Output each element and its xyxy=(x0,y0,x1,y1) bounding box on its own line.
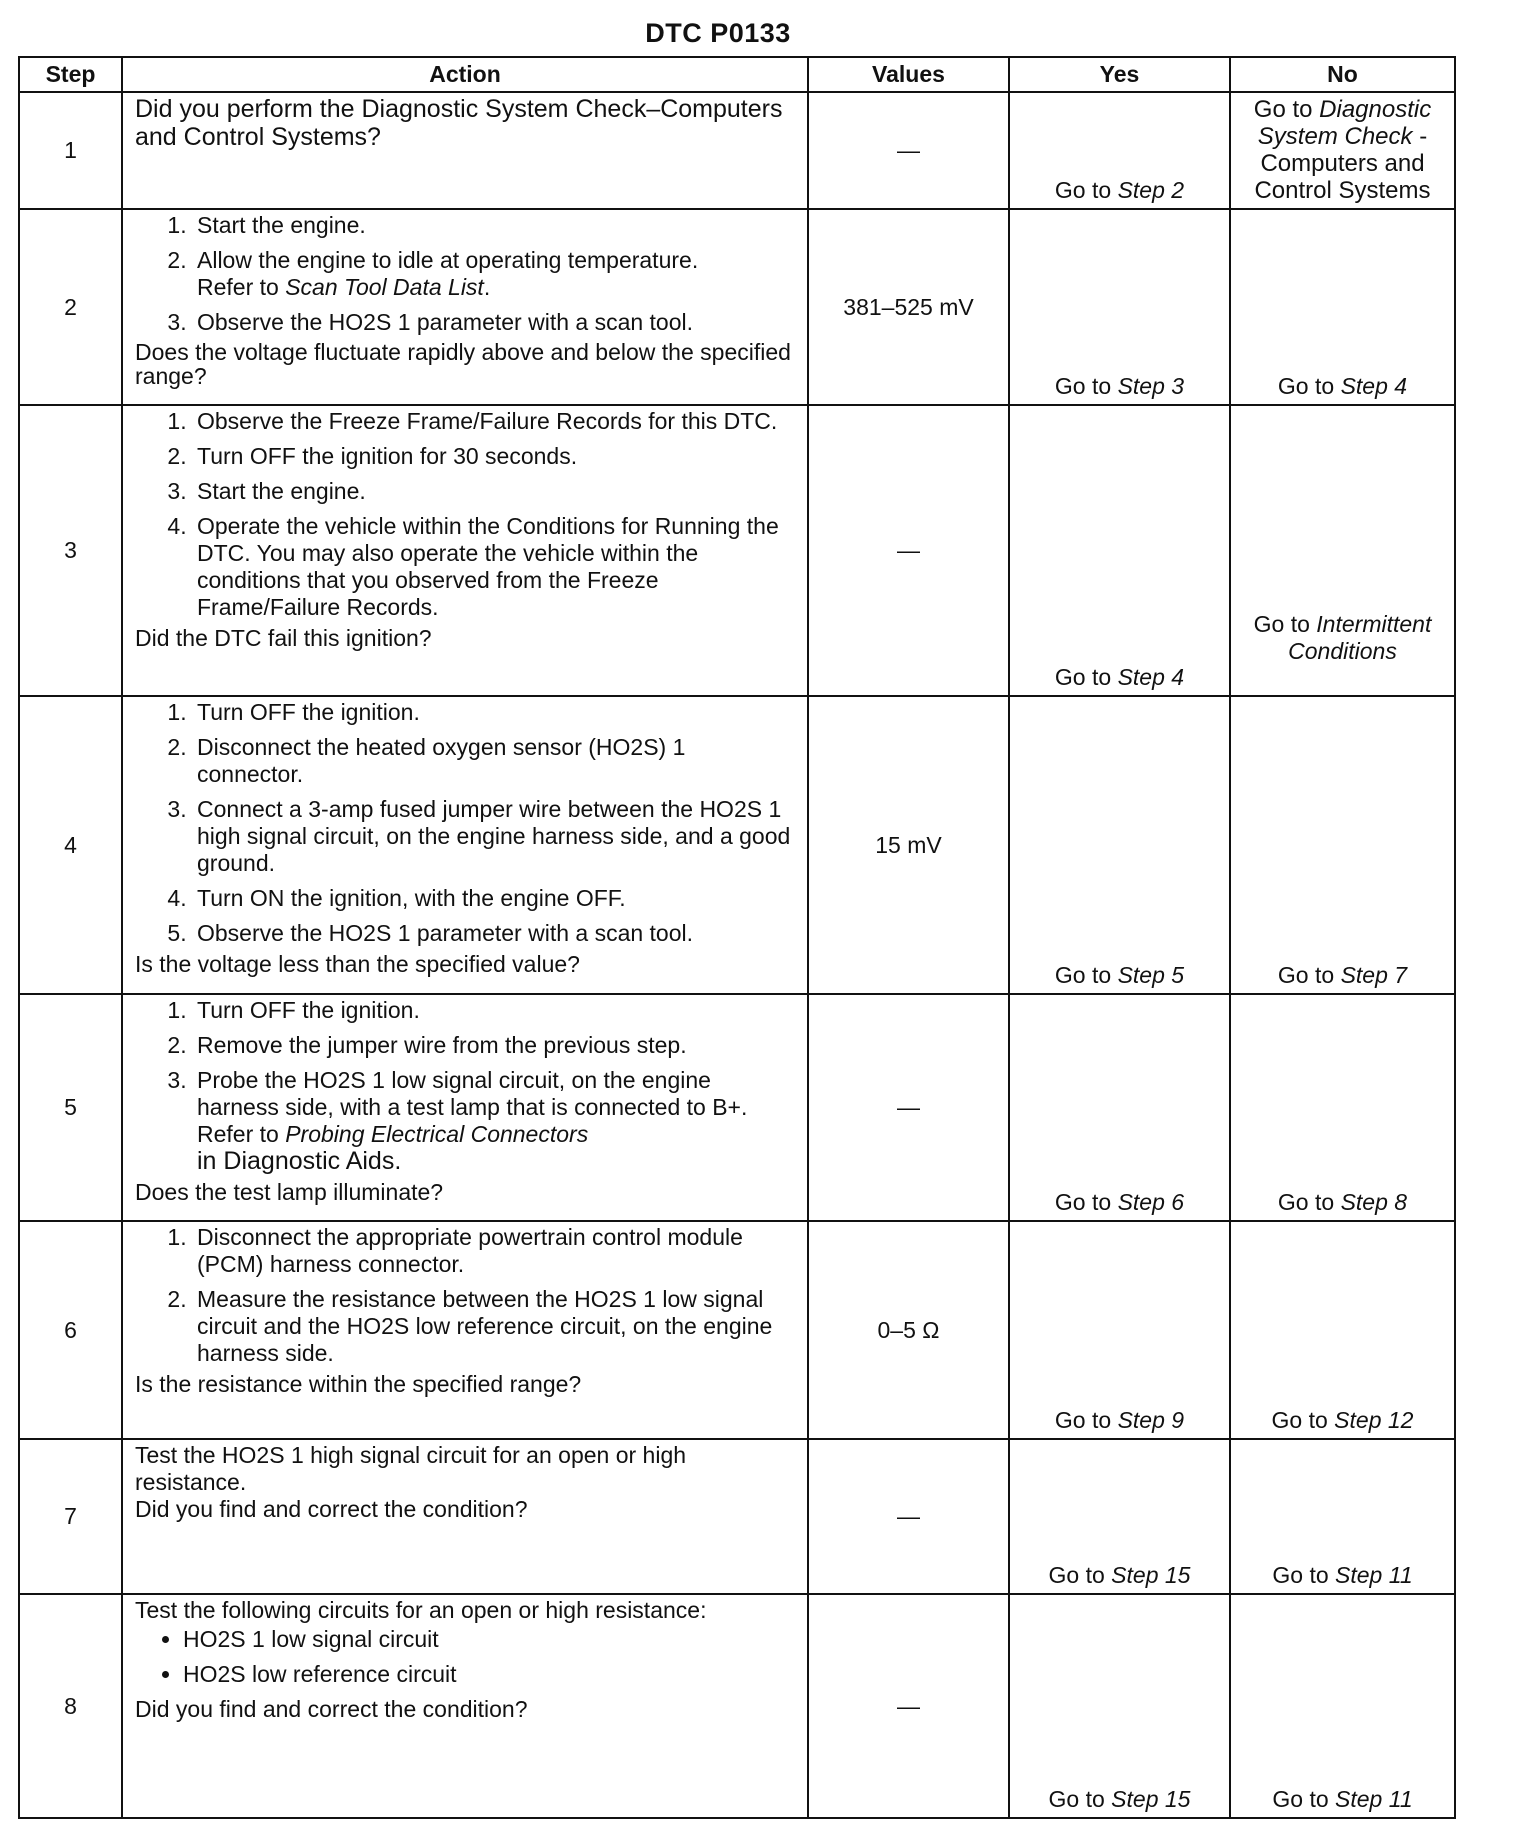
value-cell: — xyxy=(808,1594,1009,1818)
action-question: Is the voltage less than the specified value? xyxy=(135,951,580,977)
step-number: 3 xyxy=(19,405,122,696)
action-cell xyxy=(122,1221,808,1439)
go-to-label: Go to xyxy=(1054,1189,1112,1215)
action-step-item: 1. Start the engine. xyxy=(193,212,797,239)
header-yes: Yes xyxy=(1009,57,1230,92)
action-cell xyxy=(122,696,808,994)
step-number: 8 xyxy=(19,1594,122,1818)
action-question: Does the test lamp illuminate? xyxy=(135,1179,444,1205)
go-to-label: Go to xyxy=(1271,1407,1328,1433)
refer-end: . xyxy=(483,274,491,300)
action-step-item: 1. Turn OFF the ignition. xyxy=(193,997,797,1024)
no-target-link[interactable]: Step 4 xyxy=(1340,373,1408,399)
action-cell xyxy=(122,1439,808,1594)
go-to-label: Go to xyxy=(1048,1786,1105,1812)
bullet-item: • HO2S 1 low signal circuit xyxy=(183,1626,797,1653)
header-values: Values xyxy=(808,57,1009,92)
go-to-label: Go to xyxy=(1272,1786,1329,1812)
action-question: Does the voltage fluctuate rapidly above and below the specified range? xyxy=(135,339,791,389)
go-to-label: Go to xyxy=(1272,1562,1329,1588)
action-step-item: 2. Measure the resistance between the HO2S 1 low signal circuit and the HO2S low reference circuit, on the engine harness side. xyxy=(193,1286,797,1367)
yes-target-link[interactable]: Step 5 xyxy=(1117,962,1185,988)
step-number: 1 xyxy=(19,92,122,209)
page-title: DTC P0133 xyxy=(645,18,791,48)
no-cell xyxy=(1230,1221,1455,1439)
yes-cell xyxy=(1009,405,1230,696)
no-target-link[interactable]: Step 7 xyxy=(1340,962,1408,988)
no-target-link-part2[interactable]: System Check xyxy=(1257,123,1413,150)
action-step-item xyxy=(193,247,797,301)
action-step-item: 5. Observe the HO2S 1 parameter with a scan tool. xyxy=(193,920,797,947)
yes-target-link[interactable]: Step 6 xyxy=(1117,1189,1185,1215)
value-cell: 15 mV xyxy=(808,696,1009,994)
refer-label: Refer to xyxy=(197,1121,279,1147)
no-target-dash: - xyxy=(1419,123,1428,150)
table-row-step-4 xyxy=(19,696,1455,994)
step-number: 6 xyxy=(19,1221,122,1439)
no-cell xyxy=(1230,405,1455,696)
refer-end: in Diagnostic Aids. xyxy=(197,1147,402,1175)
header-action: Action xyxy=(122,57,808,92)
circuit-bullet-list xyxy=(135,1626,797,1688)
table-row-step-1 xyxy=(19,92,1455,209)
action-step-item: 1. Disconnect the appropriate powertrain control module (PCM) harness connector. xyxy=(193,1224,797,1278)
no-target-link[interactable]: Diagnostic xyxy=(1319,96,1432,123)
go-to-label: Go to xyxy=(1054,962,1112,988)
step-number: 5 xyxy=(19,994,122,1221)
action-step-item xyxy=(193,1067,797,1175)
table-row-step-2 xyxy=(19,209,1455,405)
go-to-label: Go to xyxy=(1054,1407,1112,1433)
value-cell: — xyxy=(808,994,1009,1221)
action-step-item: 4. Turn ON the ignition, with the engine OFF. xyxy=(193,885,797,912)
scan-tool-data-list-link[interactable]: Scan Tool Data List xyxy=(285,274,484,300)
value-cell: — xyxy=(808,92,1009,209)
yes-target-link[interactable]: Step 2 xyxy=(1117,177,1185,203)
action-cell xyxy=(122,92,808,209)
go-to-label: Go to xyxy=(1253,96,1313,123)
action-cell xyxy=(122,405,808,696)
go-to-label: Go to xyxy=(1253,611,1310,637)
action-steps-list xyxy=(135,212,797,340)
yes-cell xyxy=(1009,1594,1230,1818)
action-step-item: 3. Connect a 3-amp fused jumper wire between the HO2S 1 high signal circuit, on the engine harness side, and a good ground. xyxy=(193,796,797,877)
action-steps-list xyxy=(135,699,797,951)
go-to-label: Go to xyxy=(1054,664,1112,690)
table-row-step-5 xyxy=(19,994,1455,1221)
dtc-table xyxy=(18,56,1456,1819)
no-cell xyxy=(1230,994,1455,1221)
action-steps-list xyxy=(135,997,797,1179)
action-steps-list xyxy=(135,1224,797,1371)
step-number: 2 xyxy=(19,209,122,405)
header-step: Step xyxy=(19,57,122,92)
action-steps-list xyxy=(135,408,797,625)
action-step-item: 1. Turn OFF the ignition. xyxy=(193,699,797,726)
go-to-label: Go to xyxy=(1277,1189,1335,1215)
yes-cell xyxy=(1009,1221,1230,1439)
table-row-step-7 xyxy=(19,1439,1455,1594)
step-number: 7 xyxy=(19,1439,122,1594)
no-cell xyxy=(1230,1439,1455,1594)
action-step-item: 1. Observe the Freeze Frame/Failure Records for this DTC. xyxy=(193,408,797,435)
yes-target-link[interactable]: Step 4 xyxy=(1117,664,1185,690)
action-step-text: Allow the engine to idle at operating temperature. xyxy=(197,247,699,273)
action-cell xyxy=(122,1594,808,1818)
go-to-label: Go to xyxy=(1054,177,1112,203)
no-cell xyxy=(1230,1594,1455,1818)
step-number: 4 xyxy=(19,696,122,994)
header-row xyxy=(19,57,1455,92)
no-cell xyxy=(1230,696,1455,994)
yes-target-link[interactable]: Step 15 xyxy=(1111,1786,1191,1812)
table-row-step-6 xyxy=(19,1221,1455,1439)
no-cell xyxy=(1230,209,1455,405)
action-question: Did you find and correct the condition? xyxy=(135,1696,528,1722)
action-intro: Test the following circuits for an open or high resistance: xyxy=(135,1597,707,1623)
table-row-step-8 xyxy=(19,1594,1455,1818)
yes-target-link[interactable]: Step 9 xyxy=(1117,1407,1185,1433)
action-step-item: 4. Operate the vehicle within the Conditions for Running the DTC. You may also operate the vehicle within the conditions that you observed from the Freeze Frame/Failure Records. xyxy=(193,513,797,621)
yes-cell xyxy=(1009,994,1230,1221)
go-to-label: Go to xyxy=(1054,373,1112,399)
table-row-step-3 xyxy=(19,405,1455,696)
action-intro: Test the HO2S 1 high signal circuit for an open or high resistance. xyxy=(135,1442,687,1495)
action-intro: Did you perform the Diagnostic System Check–Computers and Control Systems? xyxy=(135,95,783,151)
go-to-label: Go to xyxy=(1277,962,1335,988)
action-step-item: 3. Observe the HO2S 1 parameter with a scan tool. xyxy=(193,309,797,336)
bullet-item: • HO2S low reference circuit xyxy=(183,1661,797,1688)
no-target-link[interactable]: Step 11 xyxy=(1335,1562,1413,1588)
header-no: No xyxy=(1230,57,1455,92)
action-step-item: 2. Disconnect the heated oxygen sensor (HO2S) 1 connector. xyxy=(193,734,797,788)
yes-cell xyxy=(1009,92,1230,209)
probing-electrical-connectors-link[interactable]: Probing Electrical Connectors xyxy=(285,1121,589,1147)
yes-cell xyxy=(1009,209,1230,405)
action-step-text: Probe the HO2S 1 low signal circuit, on the engine harness side, with a test lamp that is connected to B+. xyxy=(197,1067,748,1120)
action-step-item: 2. Turn OFF the ignition for 30 seconds. xyxy=(193,443,797,470)
action-question: Is the resistance within the specified range? xyxy=(135,1371,582,1397)
yes-target-link[interactable]: Step 15 xyxy=(1111,1562,1191,1588)
no-cell xyxy=(1230,92,1455,209)
yes-cell xyxy=(1009,696,1230,994)
value-cell: 381–525 mV xyxy=(808,209,1009,405)
no-target-part3: Computers and xyxy=(1260,150,1425,177)
value-cell: — xyxy=(808,405,1009,696)
refer-label: Refer to xyxy=(197,274,279,300)
value-cell: — xyxy=(808,1439,1009,1594)
yes-cell xyxy=(1009,1439,1230,1594)
no-target-link[interactable]: Step 8 xyxy=(1340,1189,1408,1215)
no-target-link-part2[interactable]: Conditions xyxy=(1288,638,1397,664)
no-target-part4: Control Systems xyxy=(1254,177,1431,204)
no-target-link[interactable]: Step 11 xyxy=(1335,1786,1413,1812)
action-step-item: 3. Start the engine. xyxy=(193,478,797,505)
go-to-label: Go to xyxy=(1048,1562,1105,1588)
action-step-item: 2. Remove the jumper wire from the previous step. xyxy=(193,1032,797,1059)
no-target-link[interactable]: Intermittent xyxy=(1316,611,1432,637)
action-question: Did the DTC fail this ignition? xyxy=(135,625,432,651)
value-cell: 0–5 Ω xyxy=(808,1221,1009,1439)
go-to-label: Go to xyxy=(1277,373,1335,399)
action-cell xyxy=(122,209,808,405)
yes-target-link[interactable]: Step 3 xyxy=(1117,373,1185,399)
no-target-link[interactable]: Step 12 xyxy=(1334,1407,1414,1433)
action-question: Did you find and correct the condition? xyxy=(135,1496,528,1522)
action-cell xyxy=(122,994,808,1221)
